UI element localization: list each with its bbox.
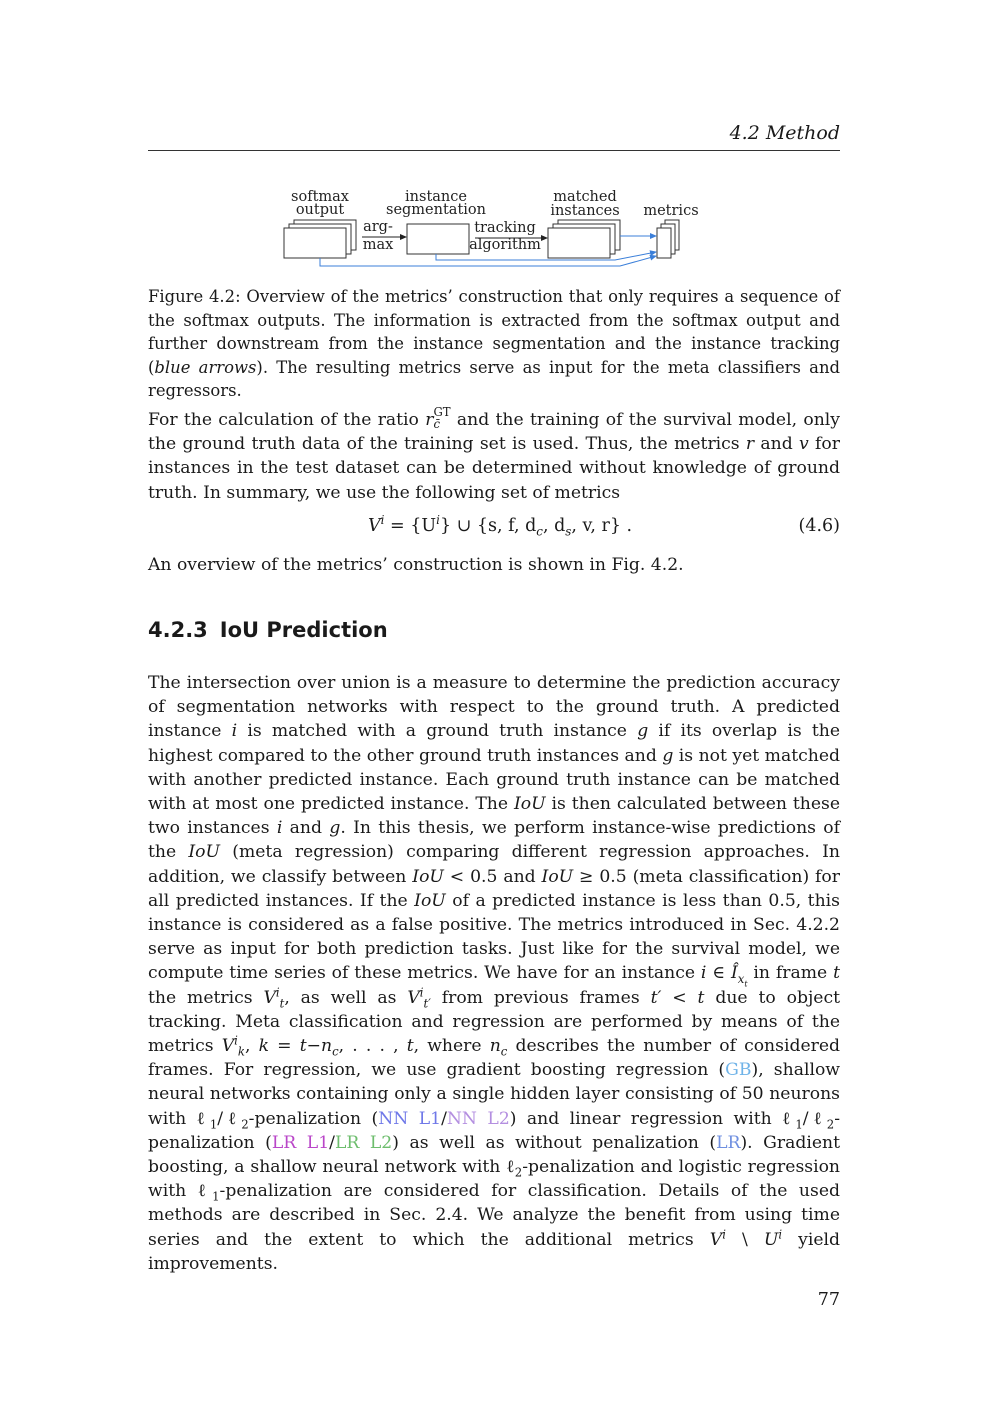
header-rule: [148, 150, 840, 151]
eq-mid: = {U: [384, 516, 437, 536]
p3-tp: t′: [650, 987, 662, 1008]
p3-s9: < 0.5 and: [443, 866, 542, 887]
p3-V1-sup: i: [275, 984, 280, 999]
p3-setI-sub-x: x: [737, 971, 745, 986]
equation-number: (4.6): [798, 516, 840, 536]
link-nn-l1[interactable]: NN L1: [378, 1108, 442, 1129]
p3-s31: ) as well as without penalization (: [392, 1132, 717, 1153]
math-r-2: r: [745, 434, 755, 455]
p3-i1: i: [231, 721, 238, 742]
p3-s22: , . . . ,: [338, 1036, 407, 1057]
p3-g2: g: [662, 745, 674, 766]
p3-s3: if its overlap is the highest compared to the other ground truth instances and: [148, 721, 841, 766]
label-segmentation: segmentation: [386, 202, 486, 218]
p3-iou2: IoU: [188, 842, 221, 863]
metrics-stack: [657, 220, 679, 258]
eq-tail: , v, r} .: [571, 516, 633, 536]
p3-V2-sup: i: [419, 984, 424, 999]
p3-s4: is not yet matched with another predicted instance. Each ground truth instance can be matched with at most one predicted instance. The: [148, 745, 840, 815]
p3-n2: n: [489, 1036, 501, 1057]
p3-i2: i: [276, 818, 283, 839]
label-tracking-2: algorithm: [469, 237, 541, 253]
p3-s7: . In this thesis, we perform instance-wise predictions of the: [148, 818, 841, 863]
p1-text-d: for instances in the test dataset can be determined without knowledge of ground truth. In summary, we use the following set of metrics: [148, 434, 840, 503]
label-matched: matched: [553, 189, 617, 205]
link-nn-l2[interactable]: NN L2: [446, 1108, 510, 1129]
p3-V2: V: [407, 987, 420, 1008]
paragraph-3: [148, 671, 840, 1276]
p3-s11: of a predicted instance is less than 0.5, this instance is considered as a false positive. The metrics introduced in Sec. 4.2.2 serve as input for both prediction tasks. Just like for the survival model, we compute time series of these metrics. We have for an instance: [148, 890, 840, 984]
p3-l2c: 2: [514, 1165, 523, 1180]
p3-l2: 2: [241, 1117, 249, 1132]
p3-s29: /ℓ: [802, 1108, 827, 1129]
p3-setI-subsub: t: [744, 979, 748, 989]
link-gb[interactable]: GB: [725, 1060, 752, 1081]
label-softmax: softmax: [291, 189, 349, 205]
paragraph-1: [148, 404, 840, 505]
p3-l1c: 1: [212, 1189, 220, 1204]
equation-body: [368, 513, 633, 539]
eq-comma: , d: [542, 516, 566, 536]
p3-V2-sub: t′: [423, 996, 431, 1011]
p3-iou1: IoU: [513, 794, 546, 815]
math-r-sub: c̄: [433, 416, 440, 431]
link-lr[interactable]: LR: [716, 1132, 741, 1153]
p3-l1: 1: [209, 1117, 218, 1132]
math-r: r: [425, 410, 434, 430]
p3-s23: , where: [413, 1036, 490, 1057]
caption-text-b: ). The resulting metrics serve as input for the meta classifiers and regressors.: [148, 357, 840, 400]
p3-s6: and: [282, 818, 330, 839]
p3-U4: U: [763, 1229, 779, 1250]
p3-l1b: 1: [795, 1117, 803, 1132]
p3-t1: t: [833, 963, 840, 984]
p3-n1-sub: c: [332, 1044, 339, 1059]
p3-n1: n: [321, 1036, 333, 1057]
p3-V3: V: [221, 1036, 235, 1057]
math-v: v: [799, 434, 809, 455]
p3-V1-sub: t: [279, 996, 285, 1011]
p3-s30: -penalization (: [148, 1108, 841, 1153]
p3-t4: t: [406, 1036, 414, 1057]
p3-i3: i: [700, 963, 707, 984]
section-heading: [148, 618, 840, 642]
label-output: output: [295, 202, 345, 218]
eq-sup-i: i: [380, 513, 385, 528]
figure-caption: [148, 285, 840, 403]
p3-t3: t: [299, 1036, 307, 1057]
p3-slash1: /: [441, 1108, 447, 1129]
p3-s16: from previous frames: [430, 987, 651, 1008]
caption-emph: blue arrows: [154, 357, 257, 377]
label-argmax-2: max: [362, 237, 394, 253]
p3-s24: describes the number of considered frames. For regression, we use gradient boosting regression (: [148, 1036, 841, 1081]
p3-l2b: 2: [826, 1117, 835, 1132]
p3-U4-sup: i: [778, 1226, 783, 1241]
softmax-stack: [284, 220, 356, 258]
eq-sup-i2: i: [436, 513, 440, 528]
p3-g3: g: [329, 818, 341, 839]
matched-stack: [548, 220, 620, 258]
p3-V3-sup: i: [234, 1033, 238, 1048]
p3-s10: ≥ 0.5 (meta classification) for all predicted instances. If the: [148, 866, 840, 911]
paragraph-2: An overview of the metrics’ construction is shown in Fig. 4.2.: [148, 555, 684, 575]
math-r-scripts: [433, 404, 451, 431]
p3-s28: ) and linear regression with ℓ: [509, 1108, 796, 1129]
p3-s36: yield improvements.: [148, 1229, 841, 1274]
p3-s33: -penalization and logistic regression with ℓ: [148, 1157, 840, 1202]
p3-s1: The intersection over union is a measure to determine the prediction accuracy of segmentation networks with respect to the ground truth. A predicted instance: [148, 673, 840, 742]
section-title: IoU Prediction: [219, 618, 388, 642]
label-instance: instance: [405, 189, 467, 205]
p3-k: k: [258, 1036, 269, 1057]
p1-text-a: For the calculation of the ratio: [148, 410, 426, 430]
p3-s34: -penalization are considered for classification. Details of the used methods are described in Sec. 2.4. We analyze the benefit from using time series and the extent to which the additional metrics: [148, 1181, 840, 1250]
p3-s26: /ℓ: [217, 1108, 242, 1129]
link-lr-l2[interactable]: LR L2: [334, 1132, 393, 1153]
p3-n2-sub: c: [500, 1044, 508, 1059]
instance-seg-box: [407, 224, 469, 254]
p3-V4: V: [709, 1229, 723, 1250]
eq-lhs: V: [368, 516, 381, 536]
label-metrics: metrics: [643, 203, 699, 219]
equation-4-6: [148, 513, 840, 544]
page-number: 77: [817, 1290, 840, 1310]
p3-iou4: IoU: [541, 866, 574, 887]
p3-s18: due to object tracking. Meta classification and regression are performed by means of the metrics: [148, 987, 840, 1057]
running-header: 4.2 Method: [729, 122, 840, 144]
figure-diagram: [270, 180, 710, 280]
p3-s15: , as well as: [284, 987, 408, 1008]
p3-iou5: IoU: [414, 890, 446, 911]
eq-sub-s: s: [565, 524, 572, 539]
p3-s12: ∈: [706, 963, 731, 984]
p3-s13: in frame: [747, 963, 834, 984]
p3-V3-sub: k: [237, 1044, 245, 1059]
label-tracking-1: tracking: [474, 220, 536, 236]
p3-V1: V: [263, 987, 276, 1008]
p3-t2: t: [697, 987, 705, 1008]
p3-iou3: IoU: [412, 866, 444, 887]
p3-s35: \: [725, 1229, 764, 1250]
p3-slash2: /: [329, 1132, 335, 1153]
p3-s8: (meta regression) comparing different regression approaches. In addition, we classify between: [148, 842, 840, 887]
eq-rhs: } ∪ {s, f, d: [439, 516, 537, 536]
caption-text-a: Figure 4.2: Overview of the metrics’ construction that only requires a sequence of the softmax outputs. The information is extracted from the softmax output and further downstream from the instance segmentation and the instance tracking (: [148, 287, 840, 377]
pipeline-diagram: [270, 180, 710, 280]
p1-text-c: and: [754, 434, 800, 455]
p3-s21: −: [306, 1036, 322, 1057]
p3-V4-sup: i: [722, 1226, 726, 1241]
section-number: 4.2.3: [148, 618, 208, 642]
p3-s32: ). Gradient boosting, a shallow neural network with ℓ: [148, 1132, 841, 1178]
p3-s25: ), shallow neural networks containing only a single hidden layer consisting of 50 neurons with ℓ: [148, 1060, 840, 1129]
p3-s27: -penalization (: [248, 1108, 379, 1129]
p3-s5: is then calculated between these two instances: [148, 794, 840, 839]
p1-text-b: and the training of the survival model, only the ground truth data of the training set is used. Thus, the metrics: [148, 410, 840, 455]
label-argmax-1: arg-: [363, 219, 393, 235]
link-lr-l1[interactable]: LR L1: [271, 1132, 330, 1153]
p3-s17: <: [661, 987, 698, 1008]
p3-s19: ,: [244, 1036, 259, 1057]
p3-s20: =: [268, 1036, 300, 1057]
math-r-sup: GT: [433, 404, 451, 419]
eq-sub-c: c: [536, 524, 543, 539]
label-instances: instances: [550, 203, 620, 219]
p3-s2: is matched with a ground truth instance: [237, 721, 638, 742]
p3-setI-sub: [737, 971, 748, 989]
p3-s14: the metrics: [148, 987, 264, 1008]
p3-setI: Î: [730, 963, 738, 984]
p3-g1: g: [637, 721, 649, 742]
